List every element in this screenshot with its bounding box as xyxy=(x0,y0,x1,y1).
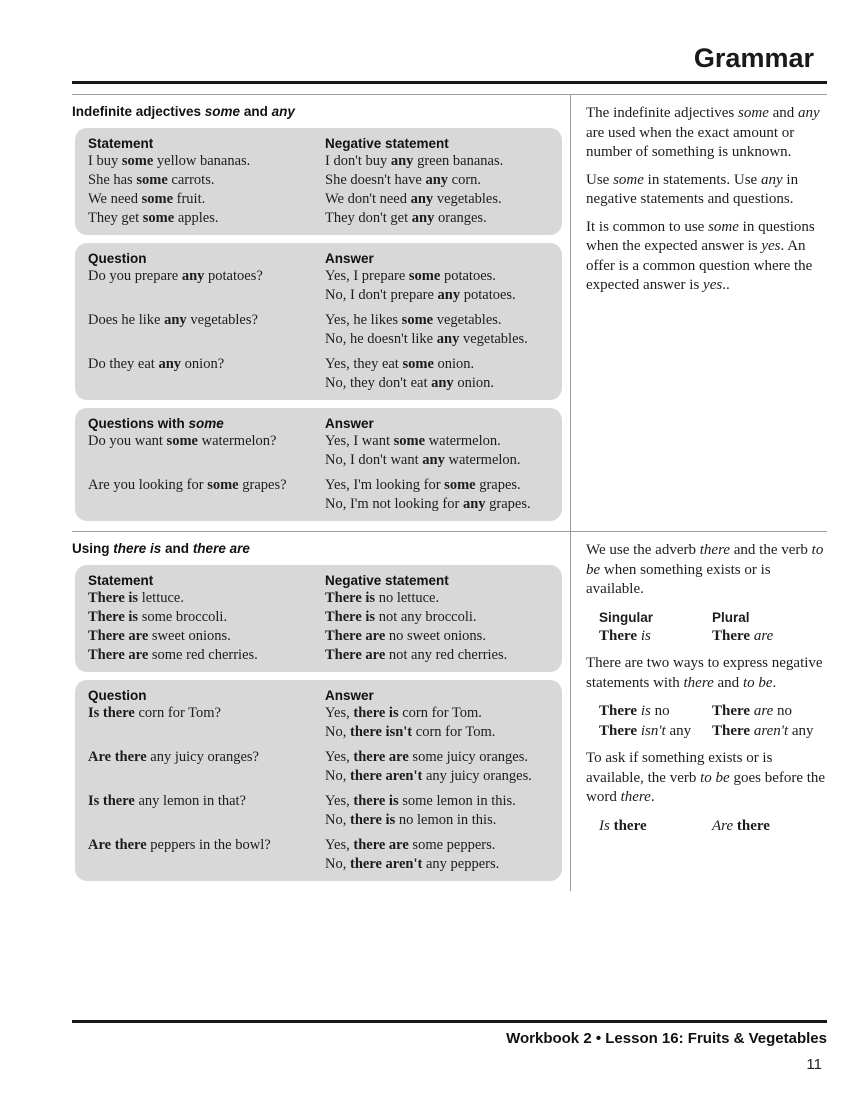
box-right-cell xyxy=(325,190,556,209)
box-right-cell xyxy=(325,704,556,742)
box-right-cell xyxy=(325,836,556,874)
box-left-cell xyxy=(88,355,325,393)
box-right-cell xyxy=(325,589,556,608)
box-left-header: Statement xyxy=(88,573,154,589)
box-right-cell xyxy=(325,627,556,646)
box-left-header: Question xyxy=(88,688,147,704)
example-line: No, there is no lemon in this. xyxy=(325,812,497,829)
example-line: No, he doesn't like any vegetables. xyxy=(325,331,528,348)
box-right-cell xyxy=(325,267,556,305)
box-there-statement-negative xyxy=(75,565,562,672)
example-line: There is some broccoli. xyxy=(88,609,228,626)
page-title: Grammar xyxy=(693,43,814,73)
box-right-cell xyxy=(325,646,556,665)
example-line: No, I don't want any watermelon. xyxy=(325,452,521,469)
box-left-cell xyxy=(88,792,325,830)
table-cell: There is xyxy=(599,627,651,644)
negative-forms-table xyxy=(599,702,827,741)
box-right-cell xyxy=(325,311,556,349)
box-left-cell xyxy=(88,152,325,171)
example-line: Are there peppers in the bowl? xyxy=(88,837,271,854)
header-rule xyxy=(72,81,827,84)
example-line: Yes, I'm looking for some grapes. xyxy=(325,477,521,494)
box-left-header: Questions with some xyxy=(88,416,224,432)
example-line: Yes, I want some watermelon. xyxy=(325,433,501,450)
box-left-cell xyxy=(88,836,325,874)
note-paragraph: It is common to use some in questions when the expected answer is yes. An offer is a common question where the expected answer is yes.. xyxy=(586,218,815,294)
box-right-header: Answer xyxy=(325,416,374,432)
example-line: She has some carrots. xyxy=(88,172,215,189)
table-header-singular: Singular xyxy=(599,609,654,625)
example-line: They don't get any oranges. xyxy=(325,210,487,227)
box-left-cell xyxy=(88,646,325,665)
box-left-header: Question xyxy=(88,251,147,267)
example-line: Yes, they eat some onion. xyxy=(325,356,475,373)
table-cell: Are there xyxy=(712,817,770,834)
example-line: There are some red cherries. xyxy=(88,647,258,664)
box-left-cell xyxy=(88,748,325,786)
box-question-answer xyxy=(75,243,562,400)
example-line: Yes, he likes some vegetables. xyxy=(325,312,502,329)
box-left-cell xyxy=(88,704,325,742)
table-cell: There aren't any xyxy=(712,722,814,739)
example-line: We need some fruit. xyxy=(88,191,206,208)
example-line: She doesn't have any corn. xyxy=(325,172,482,189)
note-paragraph: To ask if something exists or is available, the verb to be goes before the word there. xyxy=(586,750,826,806)
note-paragraph: We use the adverb there and the verb to be when something exists or is available. xyxy=(586,542,824,598)
example-line: I buy some yellow bananas. xyxy=(88,153,251,170)
example-line: No, there aren't any peppers. xyxy=(325,856,500,873)
examples-column xyxy=(72,532,570,891)
example-line: Do they eat any onion? xyxy=(88,356,225,373)
box-right-cell xyxy=(325,432,556,470)
example-line: Is there any lemon in that? xyxy=(88,793,246,810)
section-some-any xyxy=(72,94,827,531)
example-line: There is no lettuce. xyxy=(325,590,440,607)
page-header xyxy=(72,0,827,81)
example-line: No, they don't eat any onion. xyxy=(325,375,494,392)
example-line: Yes, there is corn for Tom. xyxy=(325,705,482,722)
note-paragraph: The indefinite adjectives some and any are used when the exact amount or number of something is unknown. xyxy=(586,105,820,161)
note-paragraph: There are two ways to express negative statements with there and to be. xyxy=(586,655,823,691)
box-right-header: Answer xyxy=(325,251,374,267)
table-cell: Is there xyxy=(599,817,647,834)
box-right-header: Negative statement xyxy=(325,573,449,589)
box-left-cell xyxy=(88,209,325,228)
example-line: Are you looking for some grapes? xyxy=(88,477,287,494)
page-footer xyxy=(72,1020,827,1074)
box-left-header: Statement xyxy=(88,136,154,152)
table-cell: There is no xyxy=(599,703,670,720)
example-line: Yes, there are some peppers. xyxy=(325,837,496,854)
note-paragraph: Use some in statements. Use any in negative statements and questions. xyxy=(586,171,799,208)
page-number: 11 xyxy=(806,1056,822,1073)
singular-plural-table xyxy=(599,609,827,647)
examples-column xyxy=(72,95,570,531)
example-line: There is lettuce. xyxy=(88,590,184,607)
example-line: Do you prepare any potatoes? xyxy=(88,268,263,285)
table-cell: There isn't any xyxy=(599,722,692,739)
example-line: There are sweet onions. xyxy=(88,628,231,645)
section-heading: Indefinite adjectives some and any xyxy=(72,104,295,120)
example-line: I don't buy any green bananas. xyxy=(325,153,504,170)
example-line: Does he like any vegetables? xyxy=(88,312,258,329)
example-line: Are there any juicy oranges? xyxy=(88,749,259,766)
box-left-cell xyxy=(88,432,325,470)
example-line: No, I don't prepare any potatoes. xyxy=(325,287,516,304)
box-left-cell xyxy=(88,311,325,349)
table-cell: There are xyxy=(712,627,774,644)
example-line: There is not any broccoli. xyxy=(325,609,477,626)
example-line: They get some apples. xyxy=(88,210,219,227)
box-right-cell xyxy=(325,792,556,830)
example-line: We don't need any vegetables. xyxy=(325,191,502,208)
box-left-cell xyxy=(88,190,325,209)
notes-column xyxy=(570,95,827,531)
example-line: Yes, there is some lemon in this. xyxy=(325,793,516,810)
example-line: No, there aren't any juicy oranges. xyxy=(325,768,532,785)
box-statement-negative xyxy=(75,128,562,235)
footer-lesson-title: Workbook 2 • Lesson 16: Fruits & Vegetables xyxy=(506,1030,827,1047)
box-right-cell xyxy=(325,608,556,627)
box-right-header: Negative statement xyxy=(325,136,449,152)
example-line: No, I'm not looking for any grapes. xyxy=(325,496,531,513)
box-there-question-answer xyxy=(75,680,562,881)
example-line: Yes, there are some juicy oranges. xyxy=(325,749,528,766)
table-header-plural: Plural xyxy=(712,609,750,625)
box-right-cell xyxy=(325,355,556,393)
example-line: Do you want some watermelon? xyxy=(88,433,277,450)
box-left-cell xyxy=(88,267,325,305)
box-right-cell xyxy=(325,748,556,786)
section-there-is-are xyxy=(72,531,827,891)
table-cell: There are no xyxy=(712,703,793,720)
box-left-cell xyxy=(88,589,325,608)
box-right-cell xyxy=(325,209,556,228)
box-left-cell xyxy=(88,608,325,627)
section-heading: Using there is and there are xyxy=(72,541,250,557)
box-left-cell xyxy=(88,476,325,514)
box-right-cell xyxy=(325,476,556,514)
example-line: Is there corn for Tom? xyxy=(88,705,221,722)
example-line: There are no sweet onions. xyxy=(325,628,486,645)
box-questions-with-some xyxy=(75,408,562,521)
box-left-cell xyxy=(88,627,325,646)
notes-column xyxy=(570,532,827,891)
example-line: There are not any red cherries. xyxy=(325,647,508,664)
box-right-cell xyxy=(325,152,556,171)
example-line: No, there isn't corn for Tom. xyxy=(325,724,496,741)
example-line: Yes, I prepare some potatoes. xyxy=(325,268,496,285)
question-forms-table xyxy=(599,817,827,837)
box-right-header: Answer xyxy=(325,688,374,704)
box-left-cell xyxy=(88,171,325,190)
box-right-cell xyxy=(325,171,556,190)
